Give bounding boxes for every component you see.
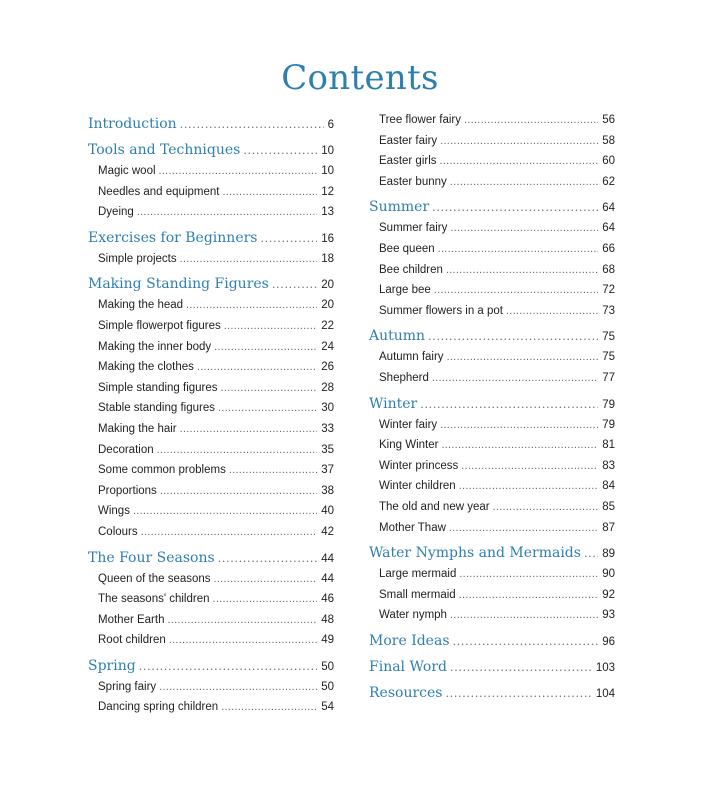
entry-label: Simple standing figures [98,381,218,394]
dot-leader [139,655,318,678]
page-number: 50 [321,660,334,673]
dot-leader [449,518,598,539]
page-number: 46 [321,593,334,606]
toc-heading[interactable] [369,656,615,678]
toc-section [88,113,334,135]
dot-leader [506,301,598,322]
toc-heading[interactable] [88,227,334,249]
page-number: 20 [321,279,334,292]
dot-leader [450,605,598,626]
dot-leader [464,110,598,131]
toc-entry[interactable] [88,610,334,631]
section-heading: Final Word [369,658,448,675]
toc-heading[interactable] [369,393,615,415]
toc-heading[interactable] [88,655,334,677]
page-number: 58 [602,134,615,147]
dot-leader [447,347,599,368]
entry-label: Tree flower fairy [379,114,462,126]
page-number: 89 [602,548,615,561]
toc-entry[interactable] [369,131,615,152]
page-number: 42 [321,525,334,538]
toc-entry[interactable] [369,368,615,389]
dot-leader [493,497,599,518]
entry-label: Making the clothes [98,361,194,374]
dot-leader [446,260,598,281]
page-number: 10 [321,165,334,177]
toc-section [88,547,334,651]
page-number: 93 [602,609,615,622]
toc-entry[interactable] [88,569,334,590]
page-number: 44 [321,552,334,565]
toc-section [369,682,615,704]
toc-entry[interactable] [88,202,334,223]
dot-leader [441,435,598,456]
dot-leader [221,378,318,399]
dot-leader [229,460,317,481]
dot-leader [180,113,324,136]
entry-label: Making the hair [98,422,177,435]
page-number: 64 [602,222,615,235]
toc-entry[interactable] [88,161,334,182]
dot-leader [167,610,317,631]
dot-leader [197,357,317,378]
dot-leader [432,368,598,389]
dot-leader [218,398,317,419]
toc-section [369,325,615,388]
toc-entry[interactable] [88,378,334,399]
toc-section [369,656,615,678]
entry-label: Small mermaid [379,588,456,601]
toc-entry[interactable] [369,456,615,477]
entry-label: Bee children [379,263,443,276]
page-number: 77 [602,371,615,384]
toc-heading[interactable] [88,547,334,569]
toc-entry[interactable] [88,440,334,461]
toc-entry[interactable] [369,260,615,281]
entry-label: Mother Earth [98,613,165,626]
toc-entry[interactable] [88,295,334,316]
page-number: 72 [602,284,615,297]
toc-entry[interactable] [88,630,334,651]
entry-label: Root children [98,634,166,647]
section-heading: Winter [369,395,418,412]
toc-entry[interactable] [88,677,334,698]
page-number: 28 [321,381,334,394]
page-number: 35 [321,443,334,456]
dot-leader [445,682,591,705]
toc-entry[interactable] [88,337,334,358]
page-number: 30 [321,402,334,415]
entry-label: Summer flowers in a pot [379,304,503,317]
page-number: 75 [602,331,615,344]
toc-entry[interactable] [88,481,334,502]
toc-heading[interactable] [369,630,615,652]
toc-entry[interactable] [88,357,334,378]
dot-leader [133,501,317,522]
entry-label: The seasons' children [98,593,210,606]
entry-label: Autumn fairy [379,351,444,364]
dot-leader [459,564,598,585]
dot-leader [218,547,318,570]
entry-label: Proportions [98,484,157,497]
toc-entry[interactable] [369,476,615,497]
toc-heading[interactable] [369,542,615,564]
entry-label: Spring fairy [98,680,157,693]
entry-label: Needles and equipment [98,185,220,198]
page-number: 66 [602,242,615,255]
page-number: 6 [327,119,334,131]
entry-label: Making the head [98,299,184,312]
dot-leader [440,415,598,436]
page-number: 16 [321,232,334,245]
entry-label: Summer fairy [379,222,448,235]
section-heading: Water Nymphs and Mermaids [369,545,581,562]
entry-label: Mother Thaw [379,521,446,534]
dot-leader [428,325,598,348]
entry-label: Simple projects [98,252,177,265]
page-title: Contents [281,58,439,98]
entry-label: King Winter [379,439,439,452]
dot-leader [222,182,317,203]
toc-section [369,542,615,626]
page-number: 62 [602,175,615,188]
page-number: 96 [602,635,615,648]
dot-leader [243,139,317,162]
section-heading: Autumn [369,328,426,345]
dot-leader [459,585,599,606]
entry-label: The old and new year [379,500,490,513]
toc-entry[interactable] [88,249,334,270]
toc-entry[interactable] [88,697,334,718]
toc-entry[interactable] [369,218,615,239]
page-number: 26 [321,361,334,374]
dot-leader [272,273,317,296]
entry-label: Easter girls [379,155,437,168]
toc-section [369,196,615,321]
page-number: 50 [321,680,334,693]
dot-leader [159,161,318,182]
toc-entry[interactable] [88,398,334,419]
dot-leader [186,295,317,316]
page-number: 73 [602,304,615,317]
dot-leader [450,218,598,239]
page-number: 10 [321,145,334,157]
toc-section [369,393,615,539]
section-heading: Tools and Techniques [88,142,241,158]
page-number: 103 [595,661,615,674]
dot-leader [160,481,317,502]
entry-label: Dancing spring children [98,701,219,714]
dot-leader [214,337,317,358]
entry-label: Large bee [379,284,431,297]
dot-leader [461,456,598,477]
dot-leader [584,542,598,565]
section-heading: Spring [88,657,136,674]
toc-heading[interactable] [88,139,334,161]
toc-entry[interactable] [369,172,615,193]
page-number: 54 [321,701,334,714]
toc-entry[interactable] [88,419,334,440]
entry-label: Winter princess [379,459,459,472]
entry-label: Making the inner body [98,340,212,353]
toc-entry[interactable] [88,182,334,203]
page-number: 20 [321,299,334,312]
entry-label: Some common problems [98,464,226,477]
toc-entry[interactable] [369,497,615,518]
dot-leader [438,239,599,260]
toc-entry[interactable] [369,435,615,456]
dot-leader [260,227,317,250]
section-heading: Making Standing Figures [88,276,269,293]
page-number: 37 [321,464,334,477]
dot-leader [137,202,317,223]
toc-heading[interactable] [369,325,615,347]
page-number: 68 [602,263,615,276]
entry-label: Wings [98,505,130,518]
dot-leader [169,630,317,651]
dot-leader [141,522,318,543]
entry-label: Water nymph [379,609,447,622]
toc-section [88,227,334,270]
page-number: 90 [602,568,615,581]
dot-leader [432,196,598,219]
page-number: 79 [602,398,615,411]
dot-leader [213,589,318,610]
page-number: 85 [602,500,615,513]
dot-leader [221,697,317,718]
entry-label: Simple flowerpot figures [98,319,221,332]
entry-label: Shepherd [379,371,429,384]
entry-label: Easter bunny [379,175,447,188]
page-number: 12 [321,185,334,198]
dot-leader [180,419,318,440]
page-number: 83 [602,459,615,472]
toc-entry[interactable] [369,518,615,539]
dot-leader [214,569,318,590]
toc-heading[interactable] [369,196,615,218]
dot-leader [224,316,317,337]
page-number: 48 [321,613,334,626]
page-number: 81 [602,439,615,452]
toc-heading[interactable] [88,273,334,295]
entry-label: Dyeing [98,206,134,219]
toc-entry[interactable] [369,605,615,626]
toc-section [88,655,334,718]
entry-label: Bee queen [379,242,435,255]
section-heading: More Ideas [369,632,450,649]
entry-label: Queen of the seasons [98,572,211,585]
toc-entry[interactable] [369,585,615,606]
toc-section [369,110,615,192]
toc-section [88,273,334,542]
page-number: 13 [321,206,334,219]
toc-entry[interactable] [88,589,334,610]
toc-entry[interactable] [88,460,334,481]
toc-entry[interactable] [369,301,615,322]
toc-entry[interactable] [88,501,334,522]
toc-section [88,139,334,223]
page-number: 104 [595,687,615,700]
dot-leader [180,249,318,270]
dot-leader [420,393,598,416]
page-number: 22 [321,319,334,332]
entry-label: Stable standing figures [98,402,215,415]
toc-entry[interactable] [369,347,615,368]
page-number: 24 [321,340,334,353]
dot-leader [459,476,599,497]
toc-entry[interactable] [88,522,334,543]
page-number: 84 [602,480,615,493]
dot-leader [159,677,317,698]
entry-label: Decoration [98,443,154,456]
dot-leader [450,656,592,679]
section-heading: Introduction [88,116,177,132]
toc-entry[interactable] [369,280,615,301]
dot-leader [434,280,598,301]
page-number: 56 [602,114,615,126]
page-number: 38 [321,484,334,497]
dot-leader [440,131,598,152]
page-number: 87 [602,521,615,534]
toc-heading[interactable] [88,113,334,135]
section-heading: Summer [369,199,430,216]
section-heading: Resources [369,684,443,701]
toc-entry[interactable] [369,151,615,172]
page-number: 49 [321,634,334,647]
page-number: 75 [602,351,615,364]
toc-entry[interactable] [369,564,615,585]
toc-section [369,630,615,652]
dot-leader [440,151,599,172]
entry-label: Magic wool [98,165,156,177]
dot-leader [450,172,598,193]
toc-entry[interactable] [369,239,615,260]
toc-entry[interactable] [369,415,615,436]
entry-label: Colours [98,525,138,538]
dot-leader [157,440,318,461]
page-number: 40 [321,505,334,518]
toc-heading[interactable] [369,682,615,704]
page-number: 44 [321,572,334,585]
entry-label: Winter fairy [379,418,438,431]
entry-label: Large mermaid [379,568,457,581]
toc-column-left [88,113,334,722]
entry-label: Easter fairy [379,134,438,147]
page-number: 33 [321,422,334,435]
section-heading: The Four Seasons [88,549,215,566]
section-heading: Exercises for Beginners [88,229,258,246]
toc-column-right [369,113,615,708]
page-number: 60 [602,155,615,168]
page-number: 79 [602,418,615,431]
page-number: 92 [602,588,615,601]
dot-leader [453,630,599,653]
page-number: 64 [602,202,615,215]
toc-entry[interactable] [88,316,334,337]
toc-entry[interactable] [369,110,615,131]
page-number: 18 [321,252,334,265]
entry-label: Winter children [379,480,456,493]
